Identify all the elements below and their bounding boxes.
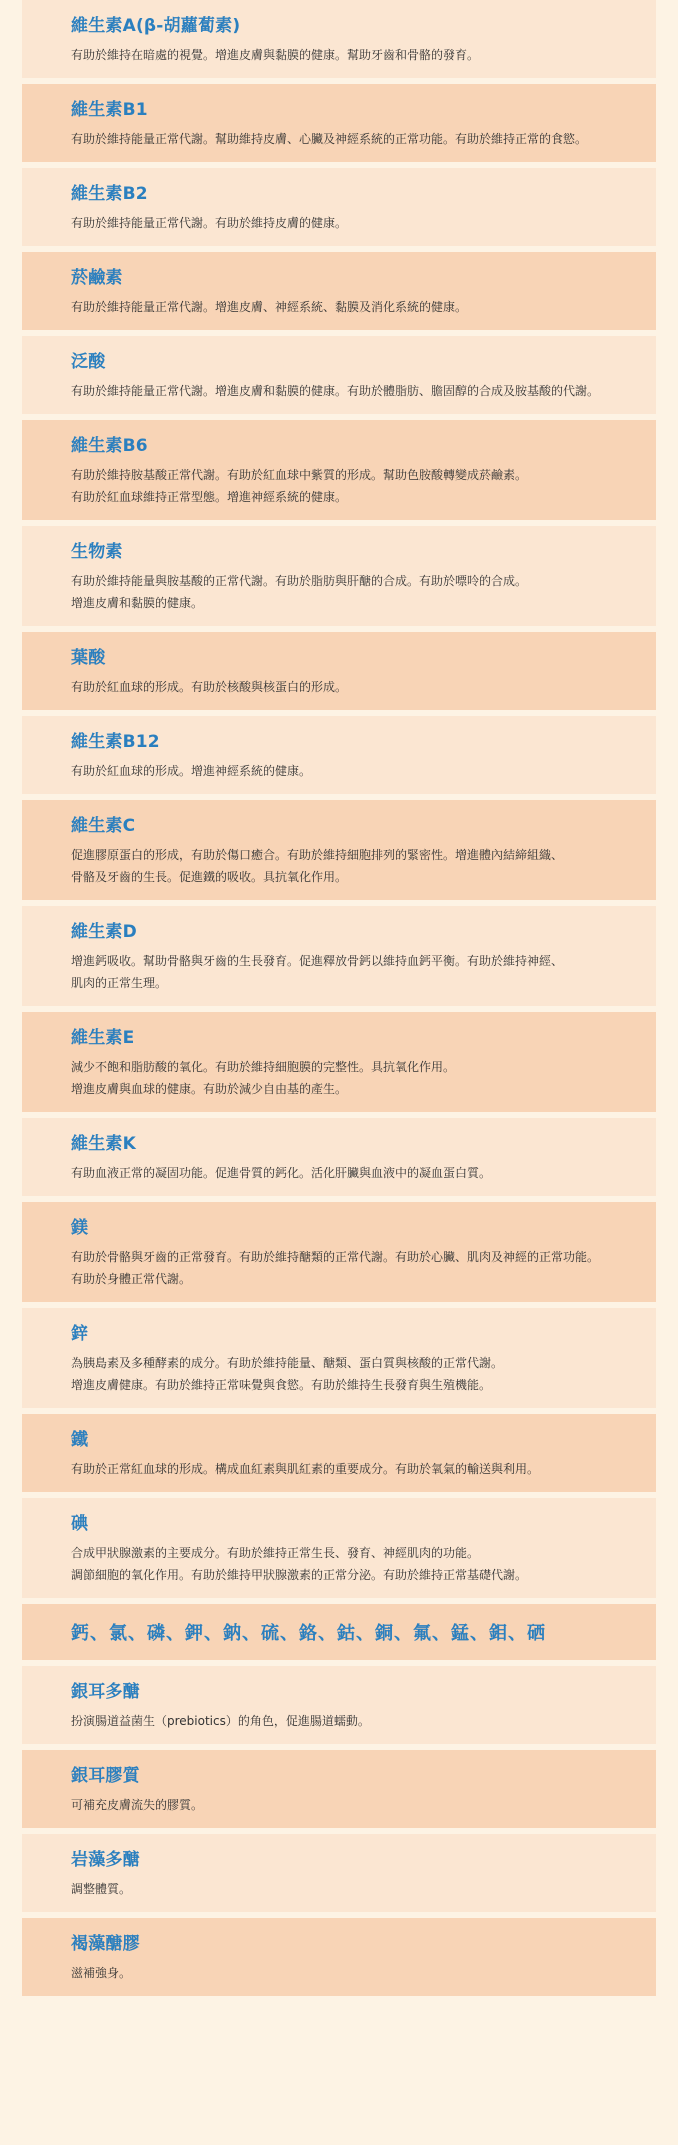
- card-title: 鎂: [71, 1218, 89, 1238]
- desc-line: 調節細胞的氧化作用。有助於維持甲狀腺激素的正常分泌。有助於維持正常基礎代謝。: [71, 1568, 528, 1582]
- card-title: 維生素B1: [71, 100, 148, 120]
- card-description: [71, 844, 626, 888]
- card-description: [71, 950, 626, 994]
- card-title: 維生素A(β-胡蘿蔔素): [71, 16, 241, 36]
- card-title: 維生素B2: [71, 184, 148, 204]
- card-description: [71, 212, 626, 234]
- card-title: 銀耳多醣: [71, 1682, 140, 1702]
- card-description: [71, 1162, 626, 1184]
- card-folic-acid: [22, 632, 656, 710]
- card-description: [71, 570, 626, 614]
- desc-line: 有助於維持能量與胺基酸的正常代謝。有助於脂肪與肝醣的合成。有助於嘌呤的合成。: [71, 574, 528, 588]
- card-title: 維生素E: [71, 1028, 135, 1048]
- desc-line: 增進皮膚與血球的健康。有助於減少自由基的產生。: [71, 1082, 348, 1096]
- card-magnesium: [22, 1202, 656, 1302]
- card-tremella-polysaccharide: [22, 1666, 656, 1744]
- card-title: 維生素K: [71, 1134, 136, 1154]
- card-title: 鋅: [71, 1324, 89, 1344]
- desc-line: 滋補強身。: [71, 1966, 132, 1980]
- card-title: 維生素B12: [71, 732, 160, 752]
- card-description: [71, 1794, 626, 1816]
- card-description: [71, 1458, 626, 1480]
- desc-line: 可補充皮膚流失的膠質。: [71, 1798, 204, 1812]
- desc-line: 增進皮膚和黏膜的健康。: [71, 596, 204, 610]
- desc-line: 增進鈣吸收。幫助骨骼與牙齒的生長發育。促進釋放骨鈣以維持血鈣平衡。有助於維持神經、: [71, 954, 564, 968]
- card-title: 岩藻多醣: [71, 1850, 140, 1870]
- card-description: [71, 464, 626, 508]
- card-description: [71, 1542, 626, 1586]
- desc-line: 減少不飽和脂肪酸的氧化。有助於維持細胞膜的完整性。具抗氧化作用。: [71, 1060, 456, 1074]
- card-title: 褐藻醣膠: [71, 1934, 140, 1954]
- desc-line: 有助於身體正常代謝。: [71, 1272, 192, 1286]
- card-description: [71, 1246, 626, 1290]
- desc-line: 有助於維持胺基酸正常代謝。有助於紅血球中紫質的形成。幫助色胺酸轉變成菸鹼素。: [71, 468, 528, 482]
- desc-line: 有助於維持能量正常代謝。增進皮膚和黏膜的健康。有助於體脂肪、膽固醇的合成及胺基酸的代謝。: [71, 384, 600, 398]
- card-description: [71, 1056, 626, 1100]
- card-description: [71, 296, 626, 318]
- desc-line: 肌肉的正常生理。: [71, 976, 168, 990]
- card-title: 碘: [71, 1514, 89, 1534]
- desc-line: 扮演腸道益菌生（prebiotics）的角色，促進腸道蠕動。: [71, 1714, 370, 1728]
- desc-line: 合成甲狀腺激素的主要成分。有助於維持正常生長、發育、神經肌肉的功能。: [71, 1546, 480, 1560]
- desc-line: 有助於維持能量正常代謝。有助於維持皮膚的健康。: [71, 216, 348, 230]
- desc-line: 有助血液正常的凝固功能。促進骨質的鈣化。活化肝臟與血液中的凝血蛋白質。: [71, 1166, 492, 1180]
- card-vitamin-b2: [22, 168, 656, 246]
- card-vitamin-a: [22, 0, 656, 78]
- card-zinc: [22, 1308, 656, 1408]
- card-tremella-gum: [22, 1750, 656, 1828]
- desc-line: 有助於維持在暗處的視覺。增進皮膚與黏膜的健康。幫助牙齒和骨骼的發育。: [71, 48, 480, 62]
- desc-line: 有助於正常紅血球的形成。構成血紅素與肌紅素的重要成分。有助於氧氣的輸送與利用。: [71, 1462, 540, 1476]
- card-title: 銀耳膠質: [71, 1766, 140, 1786]
- card-title: 葉酸: [71, 648, 106, 668]
- desc-line: 為胰島素及多種酵素的成分。有助於維持能量、醣類、蛋白質與核酸的正常代謝。: [71, 1356, 504, 1370]
- card-title: 鈣、氯、磷、鉀、鈉、硫、鉻、鈷、銅、氟、錳、鉬、硒: [71, 1623, 546, 1644]
- card-biotin: [22, 526, 656, 626]
- card-title: 菸鹼素: [71, 268, 123, 288]
- card-description: [71, 128, 626, 150]
- card-description: [71, 1878, 626, 1900]
- desc-line: 有助於紅血球的形成。有助於核酸與核蛋白的形成。: [71, 680, 348, 694]
- card-description: [71, 760, 626, 782]
- card-vitamin-b1: [22, 84, 656, 162]
- card-title: 維生素C: [71, 816, 136, 836]
- desc-line: 調整體質。: [71, 1882, 132, 1896]
- card-title: 維生素B6: [71, 436, 148, 456]
- card-vitamin-c: [22, 800, 656, 900]
- card-description: [71, 676, 626, 698]
- card-vitamin-b6: [22, 420, 656, 520]
- desc-line: 有助於維持能量正常代謝。幫助維持皮膚、心臟及神經系統的正常功能。有助於維持正常的食慾。: [71, 132, 588, 146]
- desc-line: 有助於紅血球的形成。增進神經系統的健康。: [71, 764, 312, 778]
- desc-line: 促進膠原蛋白的形成，有助於傷口癒合。有助於維持細胞排列的緊密性。增進體內結締組織、: [71, 848, 564, 862]
- card-rock-algae-polysaccharide: [22, 1834, 656, 1912]
- card-description: [71, 380, 626, 402]
- card-description: [71, 1710, 626, 1732]
- desc-line: 有助於維持能量正常代謝。增進皮膚、神經系統、黏膜及消化系統的健康。: [71, 300, 468, 314]
- card-niacin: [22, 252, 656, 330]
- card-description: [71, 1962, 626, 1984]
- card-fucoidan: [22, 1918, 656, 1996]
- card-title: 鐵: [71, 1430, 89, 1450]
- desc-line: 有助於紅血球維持正常型態。增進神經系統的健康。: [71, 490, 348, 504]
- card-iron: [22, 1414, 656, 1492]
- card-title: 泛酸: [71, 352, 106, 372]
- card-minerals: [22, 1604, 656, 1660]
- card-title: 生物素: [71, 542, 123, 562]
- card-vitamin-k: [22, 1118, 656, 1196]
- card-description: [71, 44, 626, 66]
- card-vitamin-d: [22, 906, 656, 1006]
- card-vitamin-b12: [22, 716, 656, 794]
- card-description: [71, 1352, 626, 1396]
- desc-line: 增進皮膚健康。有助於維持正常味覺與食慾。有助於維持生長發育與生殖機能。: [71, 1378, 492, 1392]
- card-iodine: [22, 1498, 656, 1598]
- card-pantothenic-acid: [22, 336, 656, 414]
- card-title: 維生素D: [71, 922, 137, 942]
- desc-line: 有助於骨骼與牙齒的正常發育。有助於維持醣類的正常代謝。有助於心臟、肌肉及神經的正常功能。: [71, 1250, 600, 1264]
- desc-line: 骨骼及牙齒的生長。促進鐵的吸收。具抗氧化作用。: [71, 870, 348, 884]
- card-vitamin-e: [22, 1012, 656, 1112]
